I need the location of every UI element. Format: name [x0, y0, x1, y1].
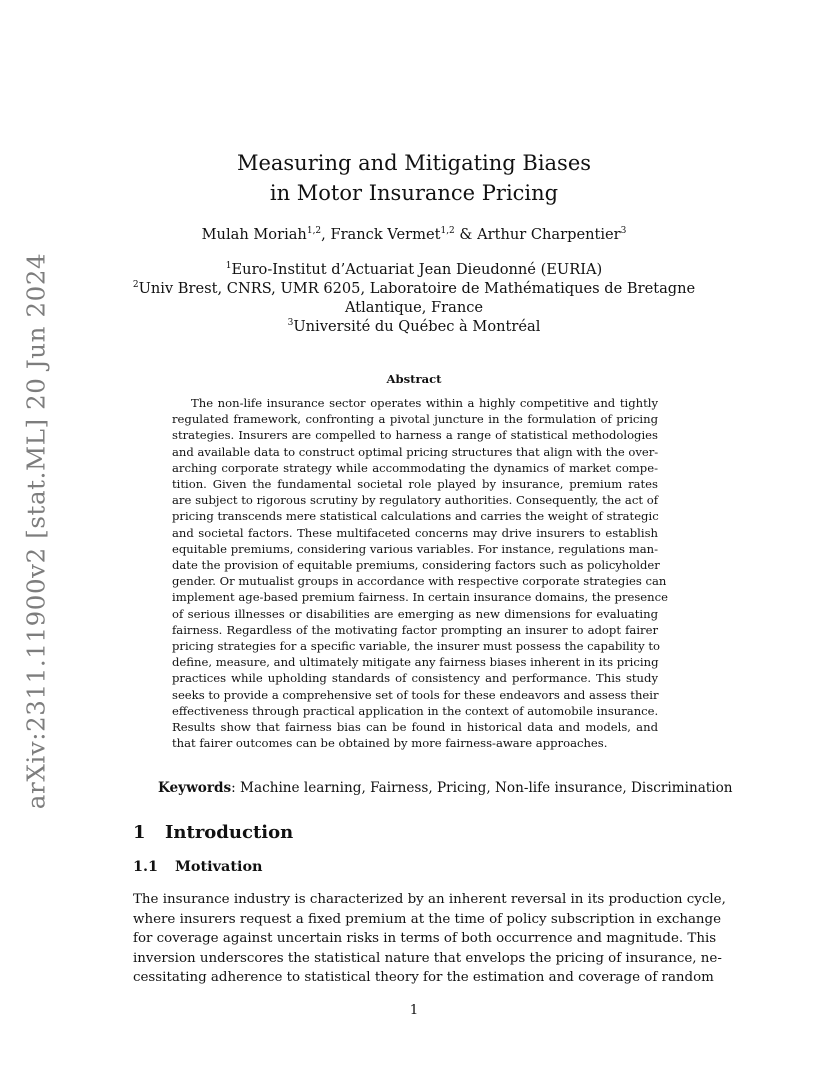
- body-line: cessitating adherence to statistical theory for the estimation and coverage of random: [133, 970, 714, 985]
- abstract-heading: Abstract: [386, 372, 442, 386]
- abstract-line: practices while upholding standards of consistency and performance. This study: [172, 671, 658, 686]
- affiliations: [0, 260, 828, 336]
- author-affiliation-mark: 1,2: [306, 226, 322, 236]
- body-line: where insurers request a fixed premium at the time of policy subscription in exchange: [133, 911, 722, 927]
- author-separator: ,: [321, 226, 331, 243]
- abstract-line: Results show that fairness bias can be found in historical data and models, and: [172, 720, 658, 735]
- arxiv-stamp: [16, 252, 56, 810]
- abstract-line: are subject to rigorous scrutiny by regulatory authorities. Consequently, the act of: [172, 493, 658, 508]
- section-title: Introduction: [165, 822, 294, 843]
- abstract-line: that fairer outcomes can be obtained by more fairness-aware approaches.: [172, 736, 608, 751]
- abstract-line: tition. Given the fundamental societal role played by insurance, premium rates: [172, 477, 658, 492]
- affiliation-text: Univ Brest, CNRS, UMR 6205, Laboratoire de Mathématiques de Bretagne: [138, 280, 696, 297]
- abstract-line: pricing strategies for a specific variable, the insurer must possess the capability to: [172, 639, 660, 654]
- page-number: 1: [409, 1003, 419, 1018]
- author-affiliation-mark: 3: [620, 226, 627, 236]
- abstract-line: gender. Or mutualist groups in accordance with respective corporate strategies can: [172, 574, 667, 589]
- author-affiliation-mark: 1,2: [440, 226, 455, 236]
- body-line: for coverage against uncertain risks in terms of both occurrence and magnitude. This: [133, 931, 717, 946]
- abstract-line: strategies. Insurers are compelled to harness a range of statistical methodologies: [172, 428, 658, 443]
- author-separator: &: [454, 226, 478, 243]
- keywords: [158, 780, 733, 796]
- abstract-line: implement age-based premium fairness. In certain insurance domains, the presence: [172, 590, 668, 605]
- affiliation-mark: 3: [287, 318, 294, 328]
- abstract-line: arching corporate strategy while accommodating the dynamics of market compe-: [172, 460, 658, 475]
- section-number: 1: [133, 822, 146, 843]
- author-list: [0, 226, 828, 243]
- abstract-line: The non-life insurance sector operates within a highly competitive and tightly: [191, 396, 658, 410]
- subsection-title: Motivation: [175, 858, 263, 875]
- author-name: Franck Vermet: [330, 226, 441, 243]
- section-heading: [133, 822, 293, 843]
- abstract-body: [172, 395, 668, 751]
- affiliation-text: Atlantique, France: [344, 299, 484, 316]
- abstract-line: of serious illnesses or disabilities are emerging as new dimensions for evaluating: [172, 606, 658, 621]
- affiliation-line: [0, 317, 828, 336]
- abstract-line: seeks to provide a comprehensive set of tools for these endeavors and assess their: [172, 687, 659, 702]
- abstract-line: pricing transcends mere statistical calculations and carries the weight of strategic: [172, 509, 659, 524]
- body-line: inversion underscores the statistical nature that envelops the pricing of insurance, ne-: [133, 950, 722, 966]
- author-name: Arthur Charpentier: [477, 226, 621, 243]
- subsection-heading: [133, 858, 263, 875]
- affiliation-text: Euro-Institut d’Actuariat Jean Dieudonné (EURIA): [231, 261, 603, 278]
- affiliation-text: Université du Québec à Montréal: [293, 318, 541, 335]
- arxiv-stamp-text: arXiv:2311.11900v2 [stat.ML] 20 Jun 2024: [21, 252, 51, 810]
- affiliation-mark: 1: [225, 261, 232, 271]
- keywords-text: : Machine learning, Fairness, Pricing, Non-life insurance, Discrimination: [231, 780, 733, 796]
- body-paragraph: [133, 890, 726, 988]
- abstract-line: define, measure, and ultimately mitigate any fairness biases inherent in its pricing: [172, 655, 659, 670]
- affiliation-line: [0, 260, 828, 279]
- affiliation-line: [0, 279, 828, 298]
- author-name: Mulah Moriah: [201, 226, 307, 243]
- abstract-line: fairness. Regardless of the motivating factor prompting an insurer to adopt fairer: [172, 622, 658, 637]
- abstract-line: date the provision of equitable premiums, considering factors such as policyholder: [172, 558, 660, 573]
- subsection-number: 1.1: [133, 858, 159, 875]
- abstract-line: and available data to construct optimal pricing structures that align with the over-: [172, 444, 659, 459]
- title-line: in Motor Insurance Pricing: [269, 181, 559, 205]
- abstract-line: and societal factors. These multifaceted concerns may drive insurers to establish: [172, 525, 658, 540]
- keywords-label: Keywords: [158, 780, 232, 796]
- affiliation-mark: 2: [132, 280, 139, 290]
- abstract-line: equitable premiums, considering various variables. For instance, regulations man-: [172, 541, 658, 556]
- abstract-line: regulated framework, confronting a pivotal juncture in the formulation of pricing: [172, 412, 658, 427]
- paper-title: [0, 148, 828, 208]
- affiliation-line: [0, 298, 828, 317]
- abstract-line: effectiveness through practical application in the context of automobile insurance.: [172, 703, 659, 718]
- title-line: Measuring and Mitigating Biases: [236, 151, 592, 175]
- body-line: The insurance industry is characterized by an inherent reversal in its production cycle,: [133, 892, 726, 907]
